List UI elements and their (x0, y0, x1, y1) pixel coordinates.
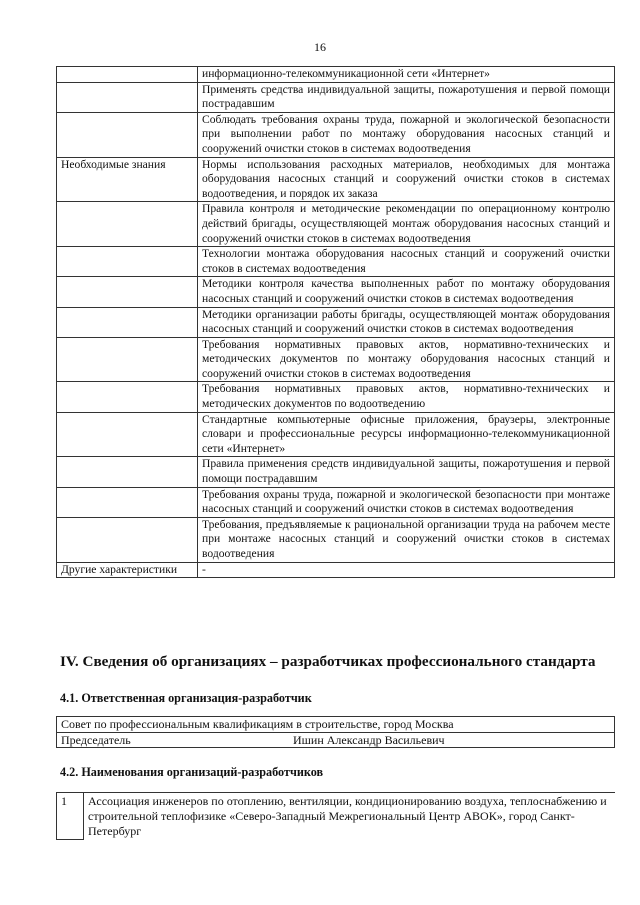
row-text: Нормы использования расходных материалов, необходимых для монтажа оборудования насосных станций и сооружений очистки стоков в системах водоотведения, и порядок их заказа (198, 157, 615, 202)
row-text: Правила контроля и методические рекомендации по операционному контролю действий бригады, осуществляющей монтаж оборудования насосных станций и сооружений очистки стоков в системах водоотведения (198, 202, 615, 247)
page-number: 16 (314, 40, 326, 54)
table-row (57, 307, 615, 337)
chair-row (57, 732, 615, 747)
row-label (57, 307, 198, 337)
row-text: Требования, предъявляемые к рациональной организации труда на рабочем месте при монтаже насосных станций и сооружений очистки стоков в системах водоотведения (198, 517, 615, 562)
table-row (57, 487, 615, 517)
table-row (57, 247, 615, 277)
subsection-title-developers: 4.2. Наименования организаций-разработчиков (60, 765, 324, 779)
row-text: Технологии монтажа оборудования насосных станций и сооружений очистки стоков в системах водоотведения (198, 247, 615, 277)
row-text: Стандартные компьютерные офисные приложения, браузеры, электронные словари и профессиональные ресурсы информационно-телекоммуникационной сети «Интернет» (198, 412, 615, 457)
developer-name: Ассоциация инженеров по отоплению, вентиляции, кондиционированию воздуха, теплоснабжению и строительной теплофизике «Северо-Западный Межрегиональный Центр АВОК», город Санкт-Петербург (84, 793, 616, 840)
row-label (57, 412, 198, 457)
row-text: Требования нормативных правовых актов, нормативно-технических и методических документов по монтажу оборудования насосных станций и сооружений очистки стоков в системах водоотведения (198, 337, 615, 382)
table-row (57, 82, 615, 112)
chair-name: Ишин Александр Васильевич (293, 732, 445, 747)
subsection-title-responsible: 4.1. Ответственная организация-разработчик (60, 691, 312, 705)
chair-label: Председатель (61, 732, 131, 747)
table-row (57, 337, 615, 382)
responsible-org-table (56, 716, 615, 748)
row-text: Требования охраны труда, пожарной и экологической безопасности при монтаже насосных станций и сооружений очистки стоков в системах водоотведения (198, 487, 615, 517)
row-label (57, 382, 198, 412)
table-row (57, 412, 615, 457)
table-row (57, 382, 615, 412)
table-row (57, 202, 615, 247)
table-row (57, 457, 615, 487)
table-row (57, 157, 615, 202)
table-row (57, 517, 615, 562)
row-text: Применять средства индивидуальной защиты, пожаротушения и первой помощи пострадавшим (198, 82, 615, 112)
row-text: информационно-телекоммуникационной сети «Интернет» (198, 67, 615, 83)
row-text: Методики контроля качества выполненных работ по монтажу оборудования насосных станций и сооружений очистки стоков в системах водоотведения (198, 277, 615, 307)
table-row (57, 112, 615, 157)
developer-number: 1 (57, 793, 84, 840)
row-label: Другие характеристики (57, 562, 198, 578)
row-label: Необходимые знания (57, 157, 198, 202)
row-label (57, 487, 198, 517)
table-row (57, 277, 615, 307)
org-row (57, 717, 615, 733)
row-text: Правила применения средств индивидуальной защиты, пожаротушения и первой помощи пострадавшим (198, 457, 615, 487)
row-label (57, 457, 198, 487)
developers-table (56, 792, 615, 840)
knowledge-table (56, 66, 615, 578)
row-text: Соблюдать требования охраны труда, пожарной и экологической безопасности при выполнении работ по монтажу оборудования насосных станций и сооружений очистки стоков в системах водоотведения (198, 112, 615, 157)
row-label (57, 277, 198, 307)
row-label (57, 67, 198, 83)
row-label (57, 82, 198, 112)
row-text: Требования нормативных правовых актов, нормативно-технических и методических документов по водоотведению (198, 382, 615, 412)
row-label (57, 337, 198, 382)
row-label (57, 112, 198, 157)
row-label (57, 517, 198, 562)
table-row (57, 67, 615, 83)
row-text: Методики организации работы бригады, осуществляющей монтаж оборудования насосных станций и сооружений очистки стоков в системах водоотведения (198, 307, 615, 337)
row-label (57, 202, 198, 247)
developer-row (57, 793, 616, 840)
row-label (57, 247, 198, 277)
org-name: Совет по профессиональным квалификациям в строительстве, город Москва (57, 717, 615, 733)
section-title: IV. Сведения об организациях – разработчиках профессионального стандарта (60, 653, 596, 670)
table-row (57, 562, 615, 578)
row-text: - (198, 562, 615, 578)
